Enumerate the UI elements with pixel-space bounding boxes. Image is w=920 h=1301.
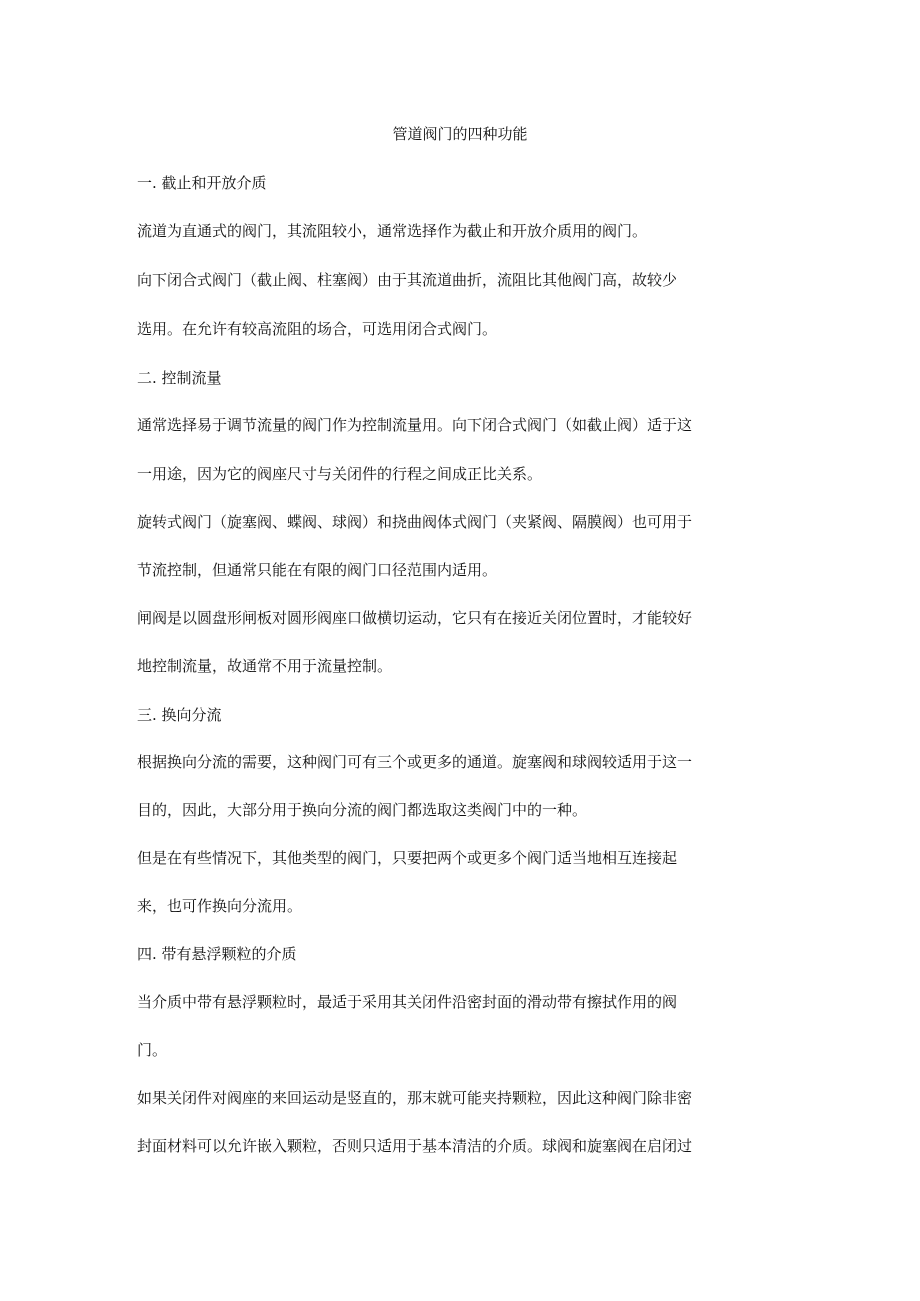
paragraph-line: 根据换向分流的需要，这种阀门可有三个或更多的通道。旋塞阀和球阀较适用于这一 [137,753,693,771]
paragraph-line: 节流控制，但通常只能在有限的阀门口径范围内适用。 [137,561,498,579]
document-title: 管道阀门的四种功能 [392,125,528,143]
section-heading-4: 四. 带有悬浮颗粒的介质 [137,945,297,963]
paragraph-line: 选用。在允许有较高流阻的场合，可选用闭合式阀门。 [137,320,498,338]
section-heading-3: 三. 换向分流 [137,706,222,724]
paragraph-line: 来，也可作换向分流用。 [137,897,303,915]
paragraph-line: 当介质中带有悬浮颗粒时，最适于采用其关闭件沿密封面的滑动带有擦拭作用的阀 [137,993,678,1011]
paragraph-line: 门。 [137,1041,168,1059]
section-heading-1: 一. 截止和开放介质 [137,174,267,192]
paragraph-line: 一用途，因为它的阀座尺寸与关闭件的行程之间成正比关系。 [137,465,543,483]
paragraph-line: 旋转式阀门（旋塞阀、蝶阀、球阀）和挠曲阀体式阀门（夹紧阀、隔膜阀）也可用于 [137,513,693,531]
paragraph-line: 如果关闭件对阀座的来回运动是竖直的，那末就可能夹持颗粒，因此这种阀门除非密 [137,1089,693,1107]
paragraph-line: 地控制流量，故通常不用于流量控制。 [137,657,393,675]
section-heading-2: 二. 控制流量 [137,369,222,387]
paragraph-line: 向下闭合式阀门（截止阀、柱塞阀）由于其流道曲折，流阻比其他阀门高，故较少 [137,271,678,289]
paragraph-line: 但是在有些情况下，其他类型的阀门，只要把两个或更多个阀门适当地相互连接起 [137,849,678,867]
paragraph-line: 封面材料可以允许嵌入颗粒，否则只适用于基本清洁的介质。球阀和旋塞阀在启闭过 [137,1137,693,1155]
paragraph-line: 目的，因此，大部分用于换向分流的阀门都选取这类阀门中的一种。 [137,801,588,819]
paragraph-line: 闸阀是以圆盘形闸板对圆形阀座口做横切运动，它只有在接近关闭位置时，才能较好 [137,609,693,627]
paragraph-line: 通常选择易于调节流量的阀门作为控制流量用。向下闭合式阀门（如截止阀）适于这 [137,416,693,434]
paragraph-line: 流道为直通式的阀门，其流阻较小，通常选择作为截止和开放介质用的阀门。 [137,222,648,240]
